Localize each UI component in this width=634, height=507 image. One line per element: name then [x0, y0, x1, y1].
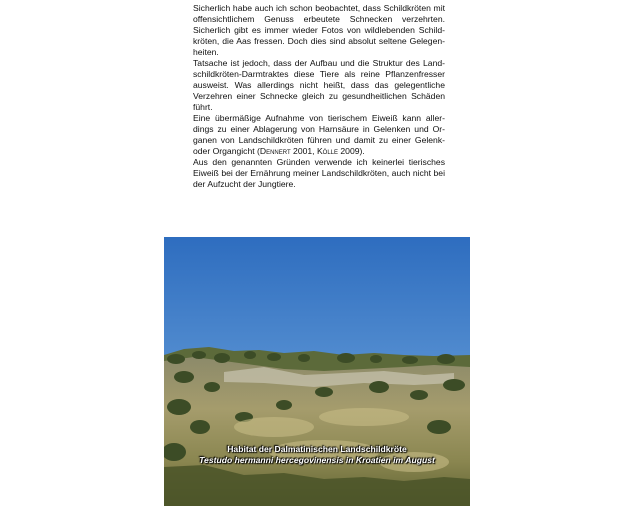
caption-title: Habitat der Dalmatinischen Landschildkröte	[227, 444, 407, 454]
citation-author-koelle: Kölle	[316, 146, 339, 156]
paragraph-digestive-tract: Tatsache ist jedoch, dass der Aufbau und die Struktur des Landschildkröten-Darmtraktes diese Tiere als reine Pflanzenfresser ausweist. Was allerdings nicht heißt, dass das gelegentliche Verzehren einer Schnecke gleich zu gesundheitlichen Schäden führt.	[193, 58, 445, 112]
caption-species-location: Testudo hermanni hercegovinensis in Kroatien im August	[199, 455, 435, 465]
habitat-photo	[164, 237, 470, 506]
article-text	[193, 3, 445, 190]
paragraph-conclusion: Aus den genannten Gründen verwende ich keinerlei tierisches Eiweiß bei der Ernährung meiner Landschildkröten, auch nicht bei der Aufzucht der Jungtiere.	[193, 157, 445, 189]
photo-caption	[164, 444, 470, 466]
citation-year-2001: 2001,	[290, 146, 317, 156]
paragraph-animal-protein-text: Eine übermäßige Aufnahme von tierischem Eiweiß kann allerdings zu einer Ablagerung von Harnsäure in Gelenken und Organen von Landschildkröten führen und damit zu einer Gelenk- oder Organgicht (	[193, 113, 445, 156]
citation-author-dennert: Dennert	[259, 146, 291, 156]
paragraph-animal-protein	[193, 113, 445, 157]
citation-year-2009: 2009).	[338, 146, 365, 156]
paragraph-snails-observation: Sicherlich habe auch ich schon beobachtet, dass Schildkröten mit offensichtlichem Genuss erbeutete Schnecken verzehrten. Sicherlich gibt es immer wieder Fotos von wildlebenden Schildkröten, die Aas fressen. Doch dies sind absolut seltene Gelegenheiten.	[193, 3, 445, 57]
